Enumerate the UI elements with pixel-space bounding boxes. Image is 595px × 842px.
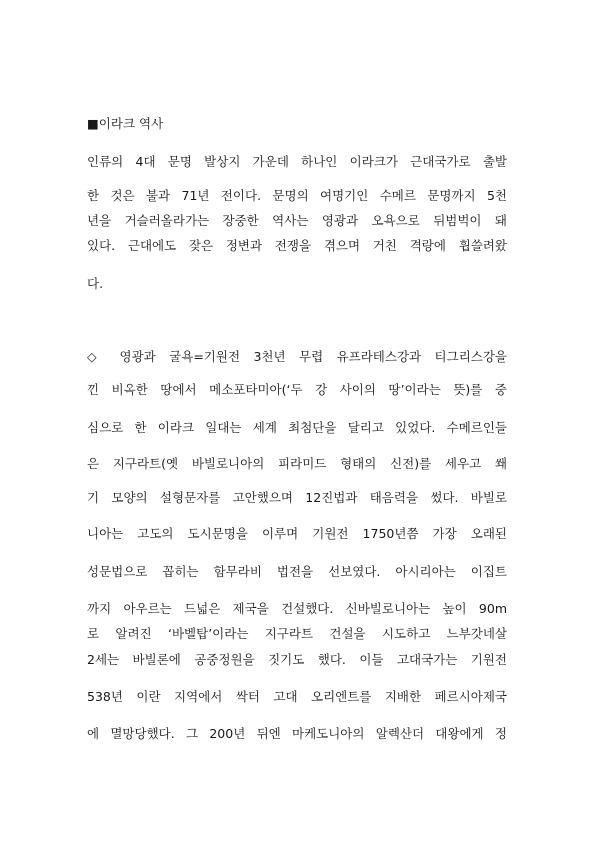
text-line: 낀 비옥한 땅에서 메소포타미아(‘두 강 사이의 땅’이라는 뜻)를 중 [87,382,507,397]
text-line: 다. [87,276,104,291]
section-heading: ■이라크 역사 [87,116,164,131]
text-line: 성문법으로 꼽히는 함무라비 법전을 선보였다. 아시리아는 이집트 [87,564,507,579]
text-line: 니아는 고도의 도시문명을 이루며 기원전 1750년쯤 가장 오래된 [87,526,507,541]
text-line: 인류의 4대 문명 발상지 가운데 하나인 이라크가 근대국가로 출발 [87,154,507,169]
text-line: 한 것은 불과 71년 전이다. 문명의 여명기인 수메르 문명까지 5천 [87,188,507,203]
text-line: 년을 거슬러올라가는 장중한 역사는 영광과 오욕으로 뒤범벅이 돼 [87,213,507,228]
text-line: 기 모양의 설형문자를 고안했으며 12진법과 태음력을 썼다. 바빌로 [87,490,507,505]
text-line: 로 알려진 ‘바벨탑’이라는 지구라트 건설을 시도하고 느부갓네살 [87,626,507,641]
text-line: 까지 아우르는 드넓은 제국을 건설했다. 신바빌로니아는 높이 90m [87,601,507,616]
text-line: ◇ 영광과 굴욕=기원전 3천년 무렵 유프라테스강과 티그리스강을 [87,349,507,364]
text-line: 있다. 근대에도 잦은 정변과 전쟁을 겪으며 거친 격랑에 휩쓸려왔 [87,238,507,253]
text-line: 에 멸망당했다. 그 200년 뒤엔 마케도니아의 알렉산더 대왕에게 정 [87,726,507,741]
text-line: 심으로 한 이라크 일대는 세계 최첨단을 달리고 있었다. 수메르인들 [87,420,507,435]
text-line: 은 지구라트(옛 바빌로니아의 피라미드 형태의 신전)를 세우고 쐐 [87,456,507,471]
text-line: 2세는 바빌론에 공중정원을 짓기도 했다. 이들 고대국가는 기원전 [87,652,507,667]
text-line: 538년 이란 지역에서 싹터 고대 오리엔트를 지배한 페르시아제국 [87,689,507,704]
